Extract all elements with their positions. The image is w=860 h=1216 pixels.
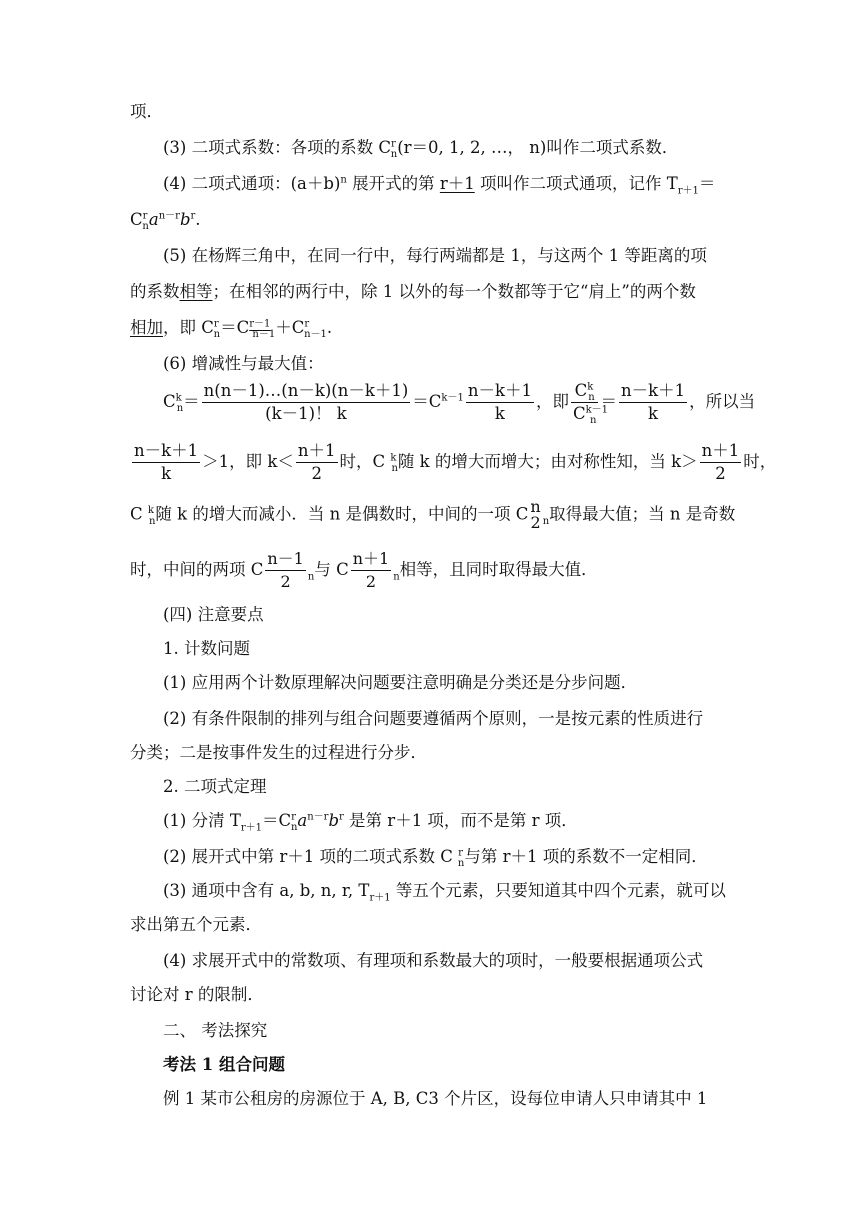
text-line: (3) 通项中含有 a, b, n, r, $T_{r+1}$ 等五个元素，只要知道其中四个元素，就可以 bbox=[163, 881, 726, 904]
text-line: 讨论对 r 的限制． bbox=[130, 985, 264, 1004]
text-line: 求出第五个元素． bbox=[130, 915, 262, 934]
text-line: 的系数相等；在相邻的两行中，除 1 以外的每一个数都等于它“肩上”的两个数 bbox=[130, 282, 696, 301]
text-line: (5) 在杨辉三角中，在同一行中，每行两端都是 1，与这两个 1 等距离的项 bbox=[163, 246, 707, 265]
fraction: $\frac{n-k+1}{k}$ bbox=[134, 441, 199, 483]
formula-line: $C^k_n=$ $\frac{n(n-1)\dots(n-k)(n-k+1)}{(k-1)! k}$ $=C^{k-1}$ $\frac{n-k+1}{k}$ ，即 $\frac{C^k_n}{C^{k-1}_n}$ ＝ $\frac{n-k+1}{k}$ ，所以当 bbox=[163, 381, 756, 427]
text-line: C $^k_n$随 k 的增大而减小．当 n 是偶数时，中间的一项 C n 2 $_n$取得最大值；当 n 是奇数 bbox=[130, 497, 736, 532]
formula-line: $\frac{n-k+1}{k}$ ＞1，即 k＜ $\frac{n+1}{2}$ 时，C $^k_n$随 k 的增大而增大；由对称性知，当 k＞ $\frac{n+1}{2}$ 时， bbox=[134, 441, 777, 483]
text-line: (1) 应用两个计数原理解决问题要注意明确是分类还是分步问题． bbox=[163, 673, 638, 692]
text-line: 相加，即 $C^r_n=C^{r-1}_{n-1}+C^r_{n-1}$. bbox=[130, 318, 333, 341]
fraction: $\frac{n-k+1}{k}$ bbox=[620, 381, 686, 423]
text-line: (2) 展开式中第 r＋1 项的二项式系数 C $^r_n$与第 r＋1 项的系数不一定相同． bbox=[163, 847, 708, 870]
text-line: 例 1 某市公租房的房源位于 A, B, C3 个片区，设每位申请人只申请其中 1 bbox=[163, 1089, 708, 1108]
formula-line: 时，中间的两项 C $\frac{n-1}{2}$ $_n$与 C $\frac{n+1}{2}$ $_n$相等，且同时取得最大值． bbox=[130, 549, 598, 591]
fraction: $\frac{n+1}{2}$ bbox=[297, 441, 336, 483]
subsection-heading: 1. 计数问题 bbox=[163, 639, 250, 658]
text-line: (4) 二项式通项：$(a+b)^n$ 展开式的第 r＋1 项叫作二项式通项，记作 $T_{r+1}=$ bbox=[163, 174, 716, 197]
text-line: 分类；二是按事件发生的过程进行分步． bbox=[130, 743, 427, 762]
fraction: $\frac{n+1}{2}$ bbox=[352, 549, 390, 591]
fraction: $\frac{n+1}{2}$ bbox=[701, 441, 740, 483]
section-heading: 二、 考法探究 bbox=[163, 1021, 268, 1040]
text-line: (6) 增减性与最大值： bbox=[163, 354, 324, 373]
method-heading: 考法 1 组合问题 bbox=[163, 1055, 285, 1074]
text-line: (3) 二项式系数：各项的系数 $C^r_n(r=0$, 1, 2, …， n)叫作二项式系数． bbox=[163, 138, 679, 161]
section-heading: (四) 注意要点 bbox=[163, 605, 264, 624]
fraction: $\frac{C^k_n}{C^{k-1}_n}$ bbox=[572, 381, 608, 427]
subsection-heading: 2. 二项式定理 bbox=[163, 777, 267, 796]
text-line: (2) 有条件限制的排列与组合问题要遵循两个原则，一是按元素的性质进行 bbox=[163, 709, 704, 728]
text-line: (1) 分清 $T_{r+1}=C^r_na^{n-r}b^r$ 是第 r＋1 项，而不是第 r 项． bbox=[163, 811, 578, 834]
fraction: $\frac{n(n-1)\dots(n-k)(n-k+1)}{(k-1)! k}$ bbox=[203, 381, 409, 423]
text-line: (4) 求展开式中的常数项、有理项和系数最大的项时，一般要根据通项公式 bbox=[163, 951, 704, 970]
fraction: $\frac{n-1}{2}$ bbox=[267, 549, 304, 591]
fraction: $\frac{n-k+1}{k}$ bbox=[467, 381, 532, 423]
text-line: $C^r_na^{n-r}b^r$. bbox=[130, 210, 201, 233]
fraction: n 2 bbox=[530, 497, 541, 532]
text-line: 项． bbox=[130, 102, 163, 121]
